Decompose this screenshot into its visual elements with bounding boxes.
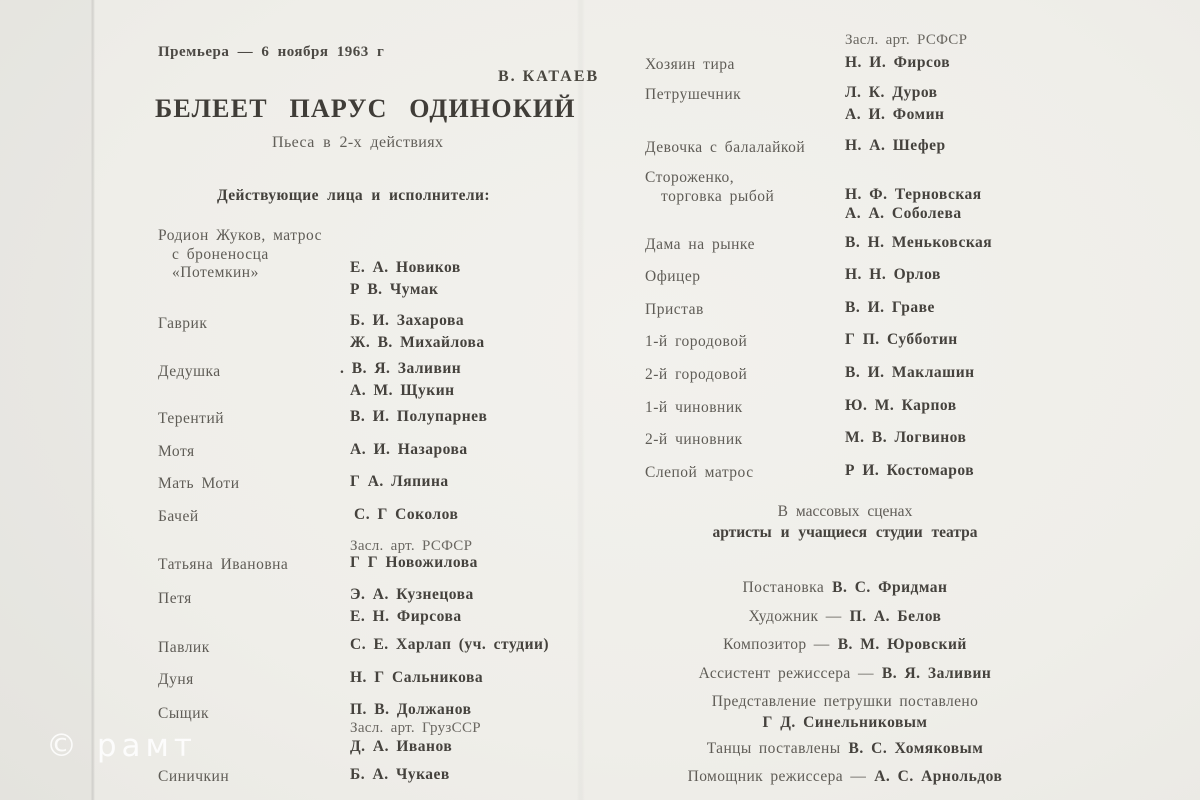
performer-name: В. И. Маклашин <box>845 364 975 381</box>
performer-name: М. В. Логвинов <box>845 429 967 446</box>
role-label: Сыщик <box>158 705 210 722</box>
performer-name: Н. Г Сальникова <box>350 669 484 686</box>
role-label: «Потемкин» <box>172 264 259 281</box>
role-label: Синичкин <box>158 768 230 785</box>
role-label: Дедушка <box>158 363 221 380</box>
credit-line <box>620 608 1070 626</box>
credit-line <box>620 665 1070 683</box>
performer-name: Б. И. Захарова <box>350 312 465 329</box>
performer-name: А. И. Фомин <box>845 106 945 123</box>
cast-heading: Действующие лица и исполнители: <box>217 187 490 204</box>
honorific-label: Засл. арт. РСФСР <box>350 538 473 554</box>
performer-name: Н. А. Шефер <box>845 137 946 154</box>
role-label: Бачей <box>158 508 199 525</box>
role-label: Мотя <box>158 443 195 460</box>
role-label: Родион Жуков, матрос <box>158 227 322 244</box>
credit-line <box>620 768 1070 786</box>
performer-name: Л. К. Дуров <box>845 84 938 101</box>
author-name: В. КАТАЕВ <box>498 68 600 85</box>
credit-label: Танцы поставлены <box>706 740 841 757</box>
performer-name: П. В. Должанов <box>350 701 472 718</box>
performer-name: Е. Н. Фирсова <box>350 608 462 625</box>
mass-scenes-performers: артисты и учащиеся студии театра <box>712 524 978 541</box>
role-label: Петя <box>158 590 192 607</box>
performer-name: Э. А. Кузнецова <box>350 586 474 603</box>
performer-name: Н. Ф. Терновская <box>845 186 982 203</box>
performer-name: Д. А. Иванов <box>350 738 453 755</box>
credit-label: Художник — <box>748 608 842 625</box>
role-label: Гаврик <box>158 315 208 332</box>
performer-name: Г Г Новожилова <box>350 554 478 571</box>
credit-name: А. С. Арнольдов <box>874 768 1003 785</box>
credit-name: В. М. Юровский <box>837 636 967 653</box>
performer-name: Н. Н. Орлов <box>845 266 941 283</box>
credit-label: Помощник режиссера — <box>687 768 867 785</box>
role-label: Татьяна Ивановна <box>158 556 289 573</box>
credit-name: В. С. Хомяковым <box>848 740 984 757</box>
credit-line <box>620 740 1070 758</box>
role-label: Хозяин тира <box>645 56 735 73</box>
performer-name: В. И. Граве <box>845 299 935 316</box>
credit-line <box>620 693 1070 711</box>
performer-name: С. Г Соколов <box>354 506 459 523</box>
role-label: Слепой матрос <box>645 464 754 481</box>
credit-label: Композитор — <box>723 636 830 653</box>
performer-name: В. Н. Меньковская <box>845 234 993 251</box>
role-label: 1-й городовой <box>645 333 748 350</box>
honorific-label: Засл. арт. ГрузССР <box>350 720 481 736</box>
role-label: Павлик <box>158 639 210 656</box>
page-title: БЕЛЕЕТ ПАРУС ОДИНОКИЙ <box>155 94 576 123</box>
archive-watermark: © рамт <box>46 728 197 764</box>
role-label: 1-й чиновник <box>645 399 743 416</box>
credit-name: В. Я. Заливин <box>881 665 992 682</box>
performer-name: Г А. Ляпина <box>350 473 449 490</box>
credit-label: Ассистент режиссера — <box>698 665 874 682</box>
role-label: торговка рыбой <box>661 188 775 205</box>
role-label: Петрушечник <box>645 86 742 103</box>
play-subtitle: Пьеса в 2-х действиях <box>272 134 444 151</box>
honorific-label: Засл. арт. РСФСР <box>845 32 968 48</box>
credit-line <box>620 714 1070 732</box>
role-label: 2-й городовой <box>645 366 748 383</box>
role-label: Стороженко, <box>645 169 735 186</box>
performer-name: Ж. В. Михайлова <box>350 334 485 351</box>
performer-name: Г П. Субботин <box>845 331 958 348</box>
mass-scenes-note: В массовых сценах <box>777 503 913 520</box>
role-label: Дуня <box>158 671 194 688</box>
role-label: с броненосца <box>172 246 269 263</box>
premiere-date: Премьера — 6 ноября 1963 г <box>158 44 385 60</box>
performer-name: Е. А. Новиков <box>350 259 461 276</box>
performer-name: Р В. Чумак <box>350 281 439 298</box>
performer-name: А. И. Назарова <box>350 441 468 458</box>
role-label: 2-й чиновник <box>645 431 743 448</box>
performer-name: Б. А. Чукаев <box>350 766 450 783</box>
role-label: Офицер <box>645 268 701 285</box>
role-label: Пристав <box>645 301 704 318</box>
performer-name: Ю. М. Карпов <box>845 397 957 414</box>
credit-label: Постановка <box>742 579 825 596</box>
credit-name: Г Д. Синельниковым <box>762 714 928 731</box>
role-label: Девочка с балалайкой <box>645 139 806 156</box>
role-label: Дама на рынке <box>645 236 755 253</box>
credit-line <box>620 579 1070 597</box>
performer-name: . В. Я. Заливин <box>340 360 462 377</box>
performer-name: Р И. Костомаров <box>845 462 975 479</box>
role-label: Терентий <box>158 410 225 427</box>
performer-name: В. И. Полупарнев <box>350 408 488 425</box>
performer-name: А. М. Щукин <box>350 382 455 399</box>
performer-name: Н. И. Фирсов <box>845 54 951 71</box>
role-label: Мать Моти <box>158 475 240 492</box>
credit-name: В. С. Фридман <box>832 579 948 596</box>
performer-name: А. А. Соболева <box>845 205 962 222</box>
credit-line <box>620 636 1070 654</box>
performer-name: С. Е. Харлап (уч. студии) <box>350 636 550 653</box>
credit-label: Представление петрушки поставлено <box>711 693 979 710</box>
credit-name: П. А. Белов <box>849 608 942 625</box>
